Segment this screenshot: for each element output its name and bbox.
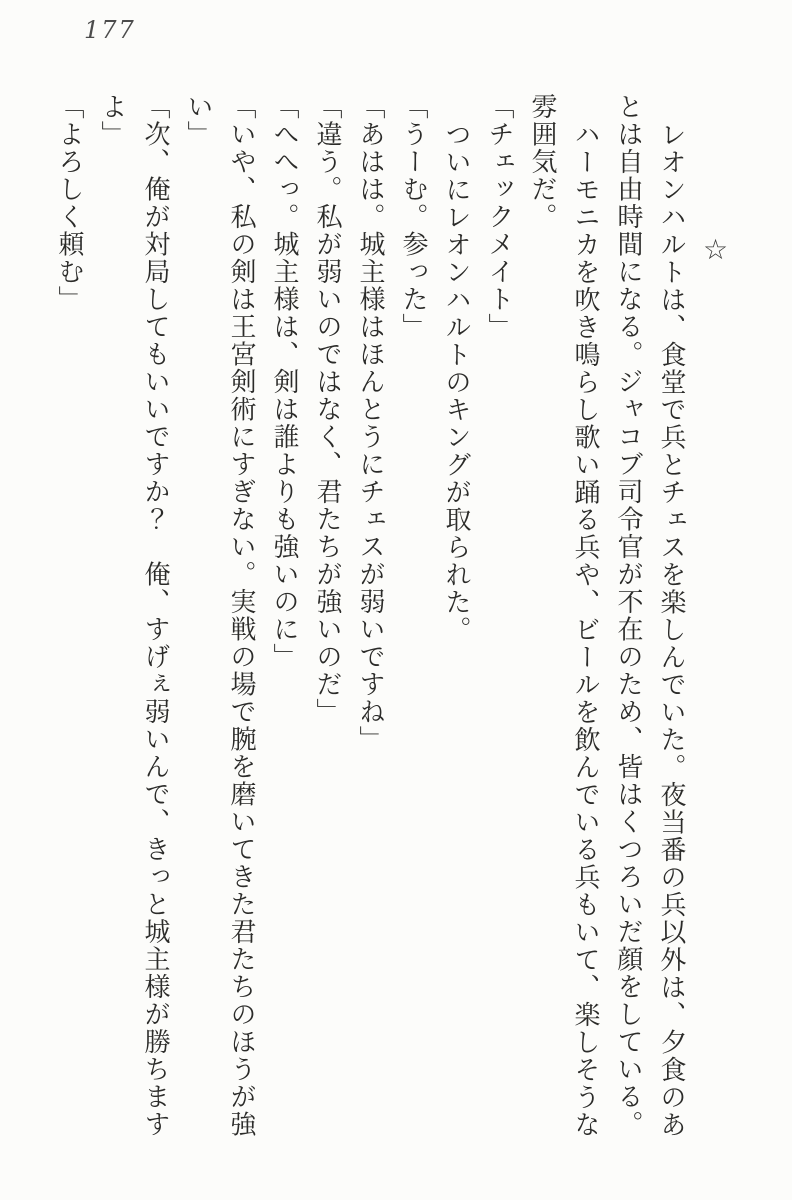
paragraph-dialogue-3: 「違う。私が弱いのではなく、君たちが強いのだ」 xyxy=(313,93,342,726)
paragraph-dialogue-checkmate: 「チェックメイト」 xyxy=(485,93,514,341)
paragraph-dialogue-5: 「いや、私の剣は王宮剣術にすぎない。実戦の場で腕を磨いてきた君たちのほうが強い」 xyxy=(184,93,256,1138)
paragraph-dialogue-6: 「次、俺が対局してもいいですか？ 俺、すげぇ弱いんで、きっと城主様が勝ちますよ」 xyxy=(98,93,170,1138)
paragraph-dialogue-2: 「あはは。城主様はほんとうにチェスが弱いですね」 xyxy=(356,93,385,753)
paragraph-narrative-2: ハーモニカを吹き鳴らし歌い踊る兵や、ビールを飲んでいる兵もいて、楽しそうな雰囲気だ。 xyxy=(528,93,600,1138)
paragraph-narrative-3: ついにレオンハルトのキングが取られた。 xyxy=(442,120,471,643)
paragraph-dialogue-4: 「へへっ。城主様は、剣は誰よりも強いのに」 xyxy=(270,93,299,671)
paragraph-narrative-1: レオンハルトは、食堂で兵とチェスを楽しんでいた。夜当番の兵以外は、夕食のあとは自由時間になる。ジャコブ司令官が不在のため、皆はくつろいだ顔をしている。 xyxy=(614,93,686,1138)
scene-break-star: ☆ xyxy=(699,233,730,268)
text-body xyxy=(48,93,736,1138)
paragraph-dialogue-1: 「うーむ。参った」 xyxy=(399,93,428,341)
page-number: 177 xyxy=(84,16,136,44)
paragraph-dialogue-7: 「よろしく頼む」 xyxy=(55,93,84,313)
